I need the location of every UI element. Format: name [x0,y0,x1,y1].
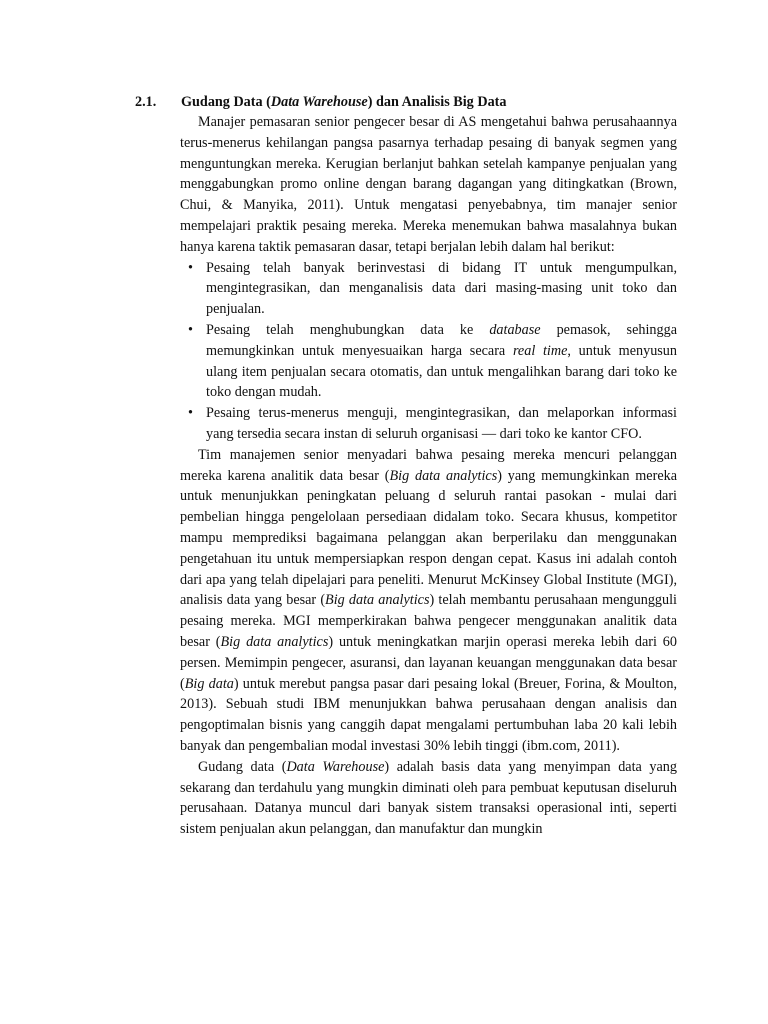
bullet-2-italic-1: database [489,321,541,338]
bullet-3-text: Pesaing terus-menerus menguji, mengintegrasikan, dan melaporkan informasi yang tersedia secara instan di seluruh organisasi — dari toko ke kantor CFO. [206,405,677,442]
bullet-item-3 [180,403,677,445]
paragraph-2-text-a: Tim manajemen senior menyadari bahwa pesaing mereka mencuri pelanggan mereka karena analitik data besar ( [180,446,677,484]
bullet-list [180,258,677,445]
paragraph-3-text-b: ) adalah basis data yang menyimpan data yang sekarang dan terdahulu yang mungkin diminati oleh para pembuat keputusan diseluruh perusahaan. Datanya muncul dari banyak sistem transaksi operasional inti, seperti sistem penjualan akun pelanggan, dan manufaktur dan mungkin [180,758,677,838]
bullet-2-text-b: pemasok, sehingga memungkinkan untuk menyesuaikan harga secara [206,321,677,359]
section-title-italic: Data Warehouse [270,94,368,110]
paragraph-2-italic-2: Big data analytics [325,592,430,609]
paragraph-2-text-b: ) yang memungkinkan mereka untuk menunjukkan peningkatan peluang d seluruh rantai pasokan - mulai dari pembelian hingga pengelolaan persediaan didalam toko. Secara khusus, kompetitor mampu memprediksi bagaimana pelanggan akan berperilaku dan menggunakan pengetahuan itu untuk mempersiapkan respon dengan cepat. Kasus ini adalah contoh dari apa yang telah dipelajari para peneliti. Menurut McKinsey Global Institute (MGI), analisis data yang besar ( [180,467,678,609]
section-title-post: ) dan Analisis Big Data [367,94,507,110]
paragraph-2-text-e: ) untuk merebut pangsa pasar dari pesaing lokal (Breuer, Forina, & Moulton, 2013). Sebuah studi IBM menunjukkan bahwa perusahaan dengan analisis dan pengoptimalan bisnis yang canggih dapat mengalami pertumbuhan laba 20 kali lebih banyak dan pengembalian modal investasi 30% lebih tinggi (ibm.com, 2011). [180,675,677,754]
bullet-2-text-c: , untuk menyusun ulang item penjualan secara otomatis, dan untuk mengalihkan barang dari toko ke toko dengan mudah. [206,342,677,401]
paragraph-2 [180,445,677,757]
paragraph-2-italic-4: Big data [184,675,234,692]
paragraph-2-italic-1: Big data analytics [389,467,498,484]
bullet-2-italic-2: real time [512,342,568,359]
bullet-1-text: Pesaing telah banyak berinvestasi di bidang IT untuk mengumpulkan, mengintegrasikan, dan menganalisis data dari masing-masing unit toko dan penjualan. [206,259,677,318]
bullet-2-text-a: Pesaing telah menghubungkan data ke [206,321,490,338]
paragraph-2-italic-3: Big data analytics [220,633,329,650]
section-heading [135,92,680,113]
paragraph-3 [180,757,677,840]
paragraph-1: Manajer pemasaran senior pengecer besar di AS mengetahui bahwa perusahaannya terus-menerus kehilangan pangsa pasarnya terhadap pesaing di banyak segmen yang menguntungkan mereka. Kerugian berlanjut bahkan setelah kampanye penjualan yang menggabungkan promo online dengan barang dagangan yang ditingkatkan (Brown, Chui, & Manyika, 2011). Untuk mengatasi penyebabnya, tim manajer senior mempelajari praktik pesaing mereka. Mereka menemukan bahwa masalahnya bukan hanya karena taktik pemasaran dasar, tetapi berjalan lebih dalam hal berikut: [180,114,677,255]
body-text [180,112,677,840]
bullet-item-1 [180,258,677,320]
bullet-item-2 [180,320,677,403]
section-number: 2.1. [135,94,157,110]
section-title-pre: Gudang Data ( [181,94,271,110]
paragraph-3-italic-1: Data Warehouse [286,758,385,775]
bullet-symbol: • [188,259,193,276]
paragraph-2-text-d: ) untuk meningkatkan marjin operasi mereka lebih dari 60 persen. Memimpin pengecer, asuransi, dan layanan keuangan menggunakan data besar ( [180,633,677,692]
bullet-symbol: • [188,405,193,422]
paragraph-3-text-a: Gudang data ( [198,758,287,775]
bullet-symbol: • [188,321,193,338]
paragraph-2-text-c: ) telah membantu perusahaan mengungguli pesaing mereka. MGI memperkirakan bahwa pengecer menggunakan analitik data besar ( [180,592,677,650]
